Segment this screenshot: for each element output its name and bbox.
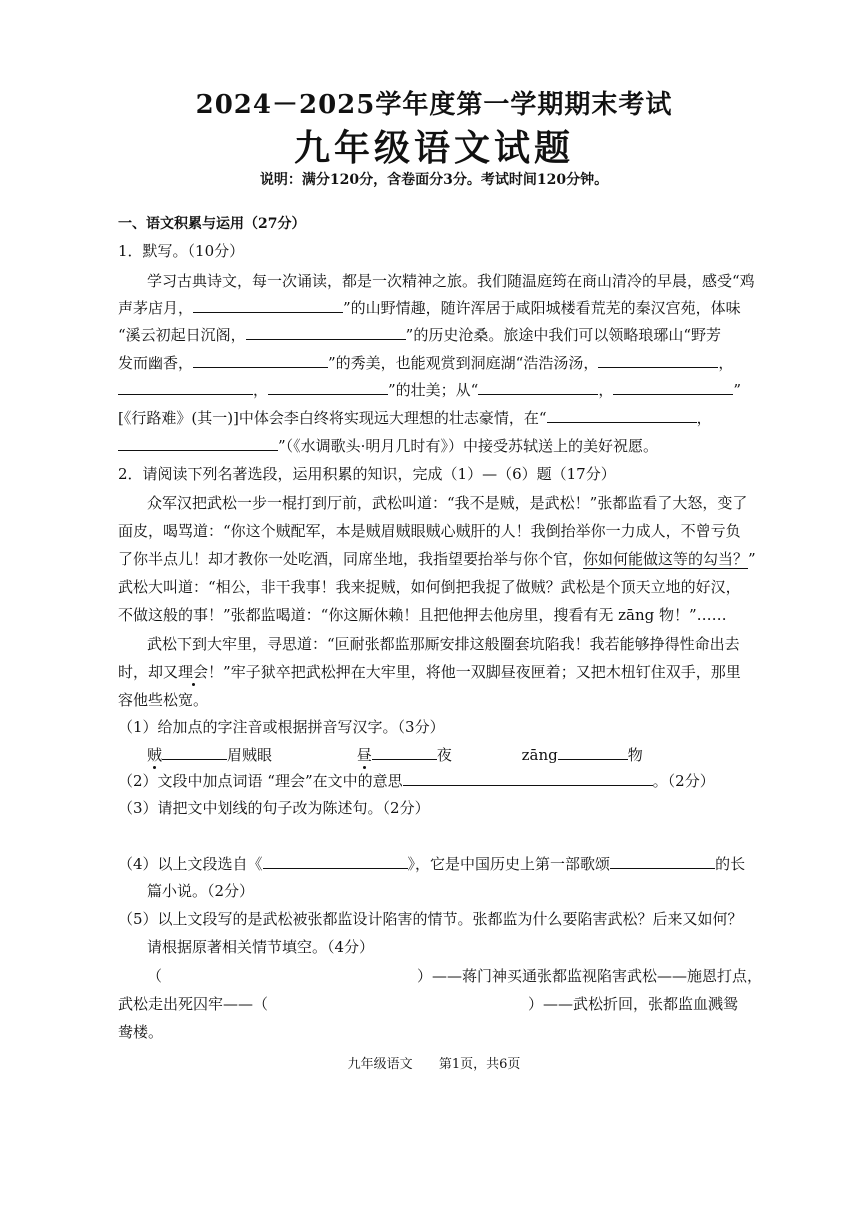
text: 眉贼眼 — [227, 746, 273, 764]
text: 夜 — [436, 746, 452, 764]
answer-blank[interactable] — [403, 770, 653, 786]
answer-blank[interactable] — [558, 744, 628, 760]
answer-blank[interactable] — [193, 352, 328, 368]
text: ”的壮美；从“ — [388, 381, 479, 399]
dotted-word: 理会 — [178, 663, 209, 681]
pinyin: zāng — [521, 746, 558, 764]
dotted-char: 贼 — [147, 746, 163, 764]
passage-line: 武松大叫道：“相公，非干我事！我来捉贼，如何倒把我捉了做贼？武松是个顶天立地的好汉， — [118, 578, 741, 596]
passage-line: 不做这般的事！”张都监喝道：“你这厮休赖！且把他押去他房里，搜看有无 zāng 物！”…… — [118, 606, 727, 624]
passage-line: 面皮，喝骂道：“你这个贼配军，本是贼眉贼眼贼心贼肝的人！我倒抬举你一力成人，不曾亏负 — [118, 522, 741, 540]
answer-blank[interactable] — [246, 324, 406, 340]
text: ！”牢子狱卒把武松押在大牢里，将他一双脚昼夜匣着；又把木杻钉住双手，那里 — [208, 663, 741, 681]
passage-line: 武松下到大牢里，寻思道：“叵耐张都监那厮安排这般圈套坑陷我！我若能够挣得性命出去 — [147, 635, 740, 653]
answer-blank[interactable] — [263, 853, 408, 869]
text: ”（《水调歌头·明月几时有》）中接受苏轼送上的美好祝愿。 — [278, 437, 658, 455]
answer-blank[interactable] — [478, 379, 598, 395]
text: ， — [718, 354, 734, 372]
sub-question-2 — [118, 770, 715, 791]
page-footer — [0, 1053, 868, 1072]
text: ”的秀美，也能观赏到洞庭湖“浩浩汤汤， — [328, 354, 599, 372]
text: ”的山野情趣，随许浑居于咸阳城楼看荒芜的秦汉宫苑，体味 — [343, 299, 741, 317]
sub-question-5-cont: 请根据原著相关情节填空。（4分） — [147, 938, 375, 956]
answer-blank[interactable] — [162, 744, 227, 760]
sub-question-1: （1）给加点的字注音或根据拼音写汉字。（3分） — [118, 718, 445, 736]
underlined-sentence: 你如何能做这等的勾当？ — [583, 550, 749, 568]
text: （ — [147, 967, 163, 985]
footer-page-number: 第1页，共6页 — [438, 1057, 521, 1072]
q1-paragraph-line — [118, 324, 721, 345]
text: （4）以上文段选自《 — [118, 855, 263, 873]
q1-paragraph-line — [118, 352, 733, 373]
answer-blank[interactable] — [547, 407, 697, 423]
question-1-stem: 1．默写。（10分） — [118, 242, 245, 260]
sub-question-4 — [118, 853, 745, 874]
answer-blank[interactable] — [610, 853, 715, 869]
answer-blank[interactable] — [268, 379, 388, 395]
exam-instructions: 说明：满分120分，含卷面分3分。考试时间120分钟。 — [259, 172, 609, 188]
footer-subject: 九年级语文 — [347, 1057, 413, 1072]
text: 物 — [627, 746, 643, 764]
answer-blank[interactable] — [372, 744, 437, 760]
exam-title: 2024－2025学年度第一学期期末考试 — [195, 90, 673, 120]
text: 发而幽香， — [118, 354, 194, 372]
q1-paragraph-line — [118, 407, 712, 428]
sub-question-1-blanks — [147, 744, 643, 765]
text: 声茅店月， — [118, 299, 194, 317]
q1-paragraph-line — [118, 379, 741, 400]
text: （2）文段中加点词语 “理会”在文中的意思 — [118, 772, 403, 790]
q1-paragraph-line — [118, 435, 658, 456]
text: ）——武松折回，张都监血溅鸳 — [528, 995, 739, 1013]
sub-question-4-cont: 篇小说。（2分） — [147, 882, 255, 900]
exam-subtitle: 九年级语文试题 — [293, 127, 574, 169]
section-heading: 一、语文积累与运用（27分） — [118, 216, 306, 232]
answer-blank[interactable] — [598, 352, 718, 368]
passage-line — [118, 548, 756, 569]
sub-question-5: （5）以上文段写的是武松被张都监设计陷害的情节。张都监为什么要陷害武松？后来又如何？ — [118, 910, 743, 928]
q1-paragraph-line: 学习古典诗文，每一次诵读，都是一次精神之旅。我们随温庭筠在商山清冷的早晨，感受“鸡 — [147, 272, 755, 290]
text: “溪云初起日沉阁， — [118, 326, 246, 344]
sub-question-5-line — [147, 965, 762, 986]
text: 》，它是中国历史上第一部歌颂 — [407, 855, 611, 873]
passage-line: 容他些松宽。 — [118, 691, 209, 709]
text: 的长 — [715, 855, 746, 873]
text: 。（2分） — [652, 772, 715, 790]
sub-question-3: （3）请把文中划线的句子改为陈述句。（2分） — [118, 799, 430, 817]
text: ， — [253, 381, 269, 399]
answer-blank[interactable] — [193, 297, 343, 313]
dotted-char: 昼 — [356, 746, 372, 764]
text: 了你半点儿！却才教你一处吃酒，同席坐地，我指望要抬举与你个官， — [118, 550, 584, 568]
text: 时，却又 — [118, 663, 179, 681]
question-2-stem: 2．请阅读下列名著选段，运用积累的知识，完成（1）—（6）题（17分） — [118, 465, 616, 483]
text: 武松走出死囚牢——（ — [118, 995, 269, 1013]
passage-line: 众军汉把武松一步一棍打到厅前，武松叫道：“我不是贼，是武松！”张都监看了大怒，变了 — [147, 494, 748, 512]
text: ”的历史沧桑。旅途中我们可以领略琅琊山“野芳 — [405, 326, 722, 344]
answer-blank[interactable] — [118, 435, 278, 451]
sub-question-5-line: 鸯楼。 — [118, 1023, 164, 1041]
q1-paragraph-line — [118, 297, 741, 318]
text: ， — [598, 381, 614, 399]
text: ” — [748, 550, 756, 568]
answer-blank[interactable] — [613, 379, 733, 395]
text: ）——蒋门神买通张都监视陷害武松——施恩打点， — [417, 967, 763, 985]
text: ” — [733, 381, 742, 399]
passage-line — [118, 661, 741, 682]
text: ， — [696, 409, 712, 427]
sub-question-5-line — [118, 993, 738, 1014]
text: [《行路难》(其一)]中体会李白终将实现远大理想的壮志豪情，在“ — [118, 409, 547, 427]
answer-blank[interactable] — [118, 379, 253, 395]
